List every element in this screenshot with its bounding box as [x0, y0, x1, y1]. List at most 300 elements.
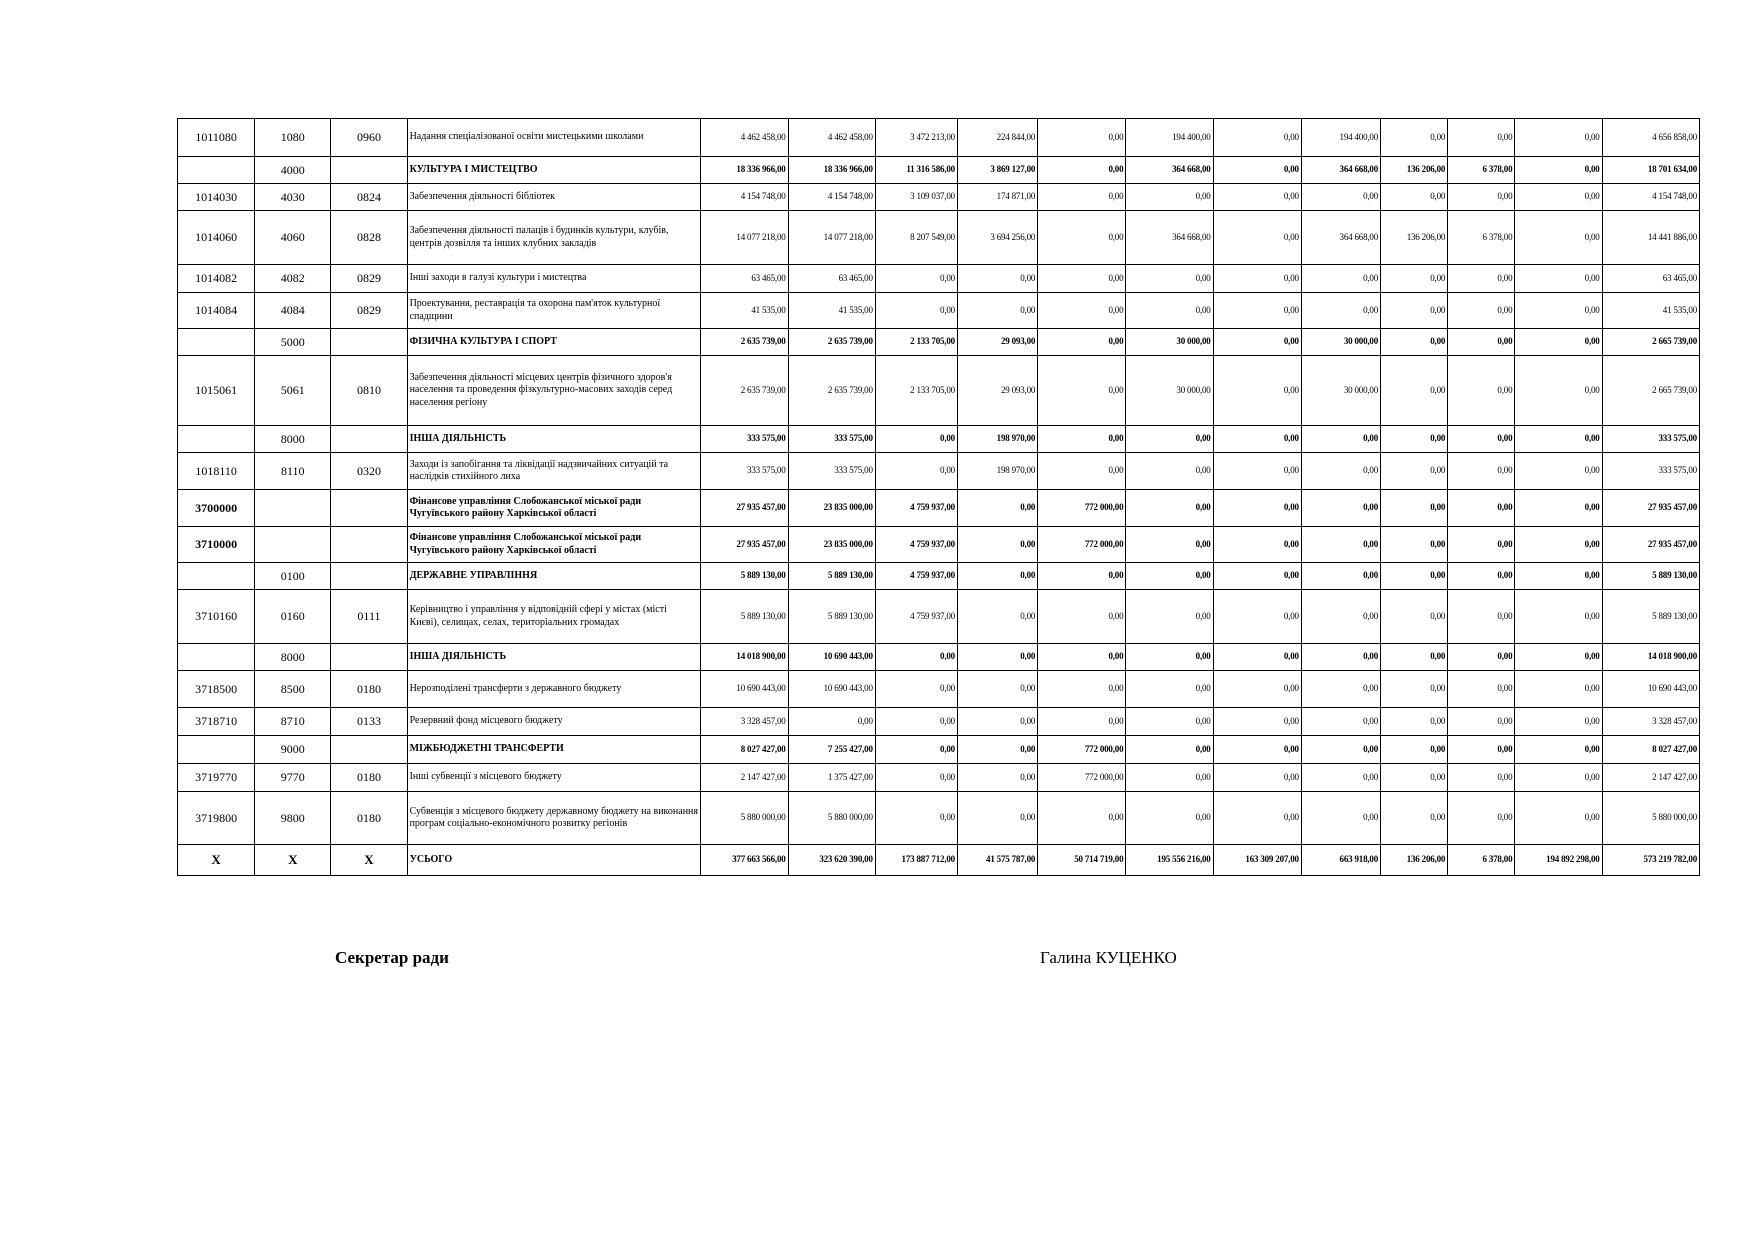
classification-code-cell [331, 426, 407, 453]
amount-cell: 0,00 [1213, 426, 1301, 453]
amount-cell: 0,00 [1515, 792, 1602, 845]
program-name-cell: Резервний фонд місцевого бюджету [407, 708, 701, 736]
amount-cell: 163 309 207,00 [1213, 845, 1301, 876]
amount-cell: 195 556 216,00 [1126, 845, 1213, 876]
amount-cell: 0,00 [1301, 563, 1380, 590]
program-name-cell: ІНША ДІЯЛЬНІСТЬ [407, 644, 701, 671]
classification-code-cell: 0180 [331, 764, 407, 792]
amount-cell: 8 027 427,00 [1602, 736, 1699, 764]
amount-cell: 0,00 [1448, 736, 1515, 764]
classification-code-cell: 0810 [331, 356, 407, 426]
amount-cell: 0,00 [875, 764, 957, 792]
table-row [178, 356, 1700, 426]
program-name-cell: Нерозподілені трансферти з державного бюджету [407, 671, 701, 708]
amount-cell: 0,00 [957, 671, 1037, 708]
amount-cell: 0,00 [1213, 356, 1301, 426]
table-row [178, 490, 1700, 527]
amount-cell: 0,00 [1448, 490, 1515, 527]
amount-cell: 10 690 443,00 [1602, 671, 1699, 708]
table-row [178, 527, 1700, 563]
amount-cell: 0,00 [1038, 329, 1126, 356]
function-code-cell: 5000 [255, 329, 331, 356]
function-code-cell: 0100 [255, 563, 331, 590]
amount-cell: 0,00 [1126, 708, 1213, 736]
amount-cell: 663 918,00 [1301, 845, 1380, 876]
amount-cell: 0,00 [1126, 527, 1213, 563]
amount-cell: 0,00 [875, 644, 957, 671]
amount-cell: 29 093,00 [957, 356, 1037, 426]
amount-cell: 63 465,00 [701, 265, 788, 293]
amount-cell: 0,00 [957, 792, 1037, 845]
amount-cell: 0,00 [1448, 590, 1515, 644]
amount-cell: 0,00 [1213, 527, 1301, 563]
amount-cell: 0,00 [1038, 265, 1126, 293]
amount-cell: 0,00 [875, 708, 957, 736]
amount-cell: 0,00 [957, 764, 1037, 792]
amount-cell: 194 400,00 [1126, 119, 1213, 157]
amount-cell: 0,00 [1301, 736, 1380, 764]
amount-cell: 333 575,00 [701, 426, 788, 453]
amount-cell: 4 759 937,00 [875, 527, 957, 563]
amount-cell: 0,00 [1213, 293, 1301, 329]
amount-cell: 0,00 [1381, 453, 1448, 490]
amount-cell: 0,00 [1515, 293, 1602, 329]
amount-cell: 63 465,00 [1602, 265, 1699, 293]
function-code-cell: 8000 [255, 426, 331, 453]
amount-cell: 0,00 [1213, 329, 1301, 356]
amount-cell: 0,00 [875, 736, 957, 764]
table-row [178, 845, 1700, 876]
amount-cell: 0,00 [1038, 792, 1126, 845]
classification-code-cell: 0180 [331, 792, 407, 845]
amount-cell: 0,00 [1515, 157, 1602, 184]
amount-cell: 0,00 [875, 671, 957, 708]
amount-cell: 0,00 [1301, 453, 1380, 490]
amount-cell: 0,00 [1126, 426, 1213, 453]
function-code-cell: 4082 [255, 265, 331, 293]
amount-cell: 27 935 457,00 [701, 527, 788, 563]
program-name-cell: Керівництво і управління у відповідній сфері у містах (місті Києві), селищах, селах, територіальних громадах [407, 590, 701, 644]
program-code-cell: 3710000 [178, 527, 255, 563]
amount-cell: 30 000,00 [1301, 356, 1380, 426]
classification-code-cell: 0829 [331, 293, 407, 329]
amount-cell: 18 336 966,00 [701, 157, 788, 184]
table-row [178, 590, 1700, 644]
amount-cell: 5 889 130,00 [788, 590, 875, 644]
amount-cell: 0,00 [1448, 356, 1515, 426]
amount-cell: 14 441 886,00 [1602, 211, 1699, 265]
amount-cell: 0,00 [875, 265, 957, 293]
amount-cell: 0,00 [957, 293, 1037, 329]
amount-cell: 0,00 [1126, 792, 1213, 845]
amount-cell: 5 880 000,00 [788, 792, 875, 845]
amount-cell: 2 147 427,00 [701, 764, 788, 792]
amount-cell: 0,00 [1213, 736, 1301, 764]
amount-cell: 0,00 [1301, 293, 1380, 329]
secretary-label: Секретар ради [335, 948, 449, 967]
function-code-cell: 1080 [255, 119, 331, 157]
amount-cell: 0,00 [1381, 671, 1448, 708]
amount-cell: 0,00 [1515, 671, 1602, 708]
amount-cell: 0,00 [1381, 792, 1448, 845]
budget-table [177, 118, 1700, 876]
program-name-cell: Інші субвенції з місцевого бюджету [407, 764, 701, 792]
amount-cell: 0,00 [1448, 644, 1515, 671]
amount-cell: 2 635 739,00 [701, 356, 788, 426]
amount-cell: 0,00 [1448, 563, 1515, 590]
amount-cell: 5 880 000,00 [701, 792, 788, 845]
function-code-cell: 9000 [255, 736, 331, 764]
amount-cell: 333 575,00 [1602, 426, 1699, 453]
classification-code-cell: 0111 [331, 590, 407, 644]
program-name-cell: Забезпечення діяльності бібліотек [407, 184, 701, 211]
amount-cell: 0,00 [1213, 563, 1301, 590]
program-code-cell: 3710160 [178, 590, 255, 644]
function-code-cell: 4000 [255, 157, 331, 184]
amount-cell: 2 133 705,00 [875, 356, 957, 426]
amount-cell: 0,00 [1038, 708, 1126, 736]
amount-cell: 333 575,00 [1602, 453, 1699, 490]
amount-cell: 0,00 [1301, 708, 1380, 736]
amount-cell: 5 889 130,00 [701, 563, 788, 590]
program-name-cell: ІНША ДІЯЛЬНІСТЬ [407, 426, 701, 453]
amount-cell: 0,00 [1038, 563, 1126, 590]
amount-cell: 0,00 [1448, 453, 1515, 490]
program-name-cell: Фінансове управління Слобожанської міської ради Чугуївського району Харківської області [407, 490, 701, 527]
program-code-cell [178, 329, 255, 356]
amount-cell: 0,00 [1126, 293, 1213, 329]
amount-cell: 27 935 457,00 [1602, 527, 1699, 563]
amount-cell: 0,00 [1381, 293, 1448, 329]
amount-cell: 0,00 [1213, 119, 1301, 157]
function-code-cell: 9800 [255, 792, 331, 845]
classification-code-cell: X [331, 845, 407, 876]
amount-cell: 2 665 739,00 [1602, 356, 1699, 426]
amount-cell: 14 077 218,00 [701, 211, 788, 265]
program-code-cell [178, 157, 255, 184]
amount-cell: 0,00 [1038, 590, 1126, 644]
function-code-cell: 4084 [255, 293, 331, 329]
secretary-name: Галина КУЦЕНКО [1040, 948, 1177, 967]
amount-cell: 0,00 [1515, 453, 1602, 490]
program-name-cell: Заходи із запобігання та ліквідації надзвичайних ситуацій та наслідків стихійного лиха [407, 453, 701, 490]
amount-cell: 0,00 [1515, 490, 1602, 527]
program-code-cell: 1018110 [178, 453, 255, 490]
classification-code-cell [331, 490, 407, 527]
table-row [178, 426, 1700, 453]
program-name-cell: КУЛЬТУРА І МИСТЕЦТВО [407, 157, 701, 184]
amount-cell: 4 154 748,00 [788, 184, 875, 211]
amount-cell: 0,00 [875, 453, 957, 490]
function-code-cell: 4060 [255, 211, 331, 265]
function-code-cell [255, 490, 331, 527]
amount-cell: 4 462 458,00 [701, 119, 788, 157]
amount-cell: 30 000,00 [1126, 356, 1213, 426]
table-row [178, 329, 1700, 356]
amount-cell: 0,00 [788, 708, 875, 736]
amount-cell: 14 018 900,00 [1602, 644, 1699, 671]
amount-cell: 333 575,00 [788, 426, 875, 453]
program-name-cell: ДЕРЖАВНЕ УПРАВЛІННЯ [407, 563, 701, 590]
program-code-cell: 3719770 [178, 764, 255, 792]
amount-cell: 0,00 [1515, 426, 1602, 453]
amount-cell: 18 336 966,00 [788, 157, 875, 184]
amount-cell: 0,00 [1126, 736, 1213, 764]
amount-cell: 0,00 [1301, 644, 1380, 671]
amount-cell: 3 109 037,00 [875, 184, 957, 211]
function-code-cell: 5061 [255, 356, 331, 426]
classification-code-cell: 0829 [331, 265, 407, 293]
amount-cell: 6 378,00 [1448, 845, 1515, 876]
amount-cell: 0,00 [1448, 671, 1515, 708]
amount-cell: 224 844,00 [957, 119, 1037, 157]
amount-cell: 0,00 [1301, 265, 1380, 293]
program-name-cell: Фінансове управління Слобожанської міської ради Чугуївського району Харківської області [407, 527, 701, 563]
amount-cell: 27 935 457,00 [1602, 490, 1699, 527]
program-name-cell: МІЖБЮДЖЕТНІ ТРАНСФЕРТИ [407, 736, 701, 764]
amount-cell: 23 835 000,00 [788, 490, 875, 527]
amount-cell: 41 575 787,00 [957, 845, 1037, 876]
amount-cell: 772 000,00 [1038, 527, 1126, 563]
function-code-cell: 8110 [255, 453, 331, 490]
amount-cell: 0,00 [1213, 792, 1301, 845]
amount-cell: 0,00 [1381, 708, 1448, 736]
program-code-cell: 1011080 [178, 119, 255, 157]
classification-code-cell: 0960 [331, 119, 407, 157]
program-name-cell: УСЬОГО [407, 845, 701, 876]
amount-cell: 0,00 [1213, 157, 1301, 184]
amount-cell: 3 694 256,00 [957, 211, 1037, 265]
amount-cell: 0,00 [1213, 184, 1301, 211]
amount-cell: 0,00 [1301, 590, 1380, 644]
amount-cell: 41 535,00 [1602, 293, 1699, 329]
classification-code-cell [331, 329, 407, 356]
amount-cell: 4 656 858,00 [1602, 119, 1699, 157]
amount-cell: 0,00 [1301, 671, 1380, 708]
classification-code-cell: 0133 [331, 708, 407, 736]
program-name-cell: Проектування, реставрація та охорона пам'яток культурної спадщини [407, 293, 701, 329]
amount-cell: 2 635 739,00 [788, 356, 875, 426]
amount-cell: 27 935 457,00 [701, 490, 788, 527]
program-code-cell [178, 426, 255, 453]
amount-cell: 0,00 [1213, 453, 1301, 490]
amount-cell: 0,00 [1381, 764, 1448, 792]
amount-cell: 7 255 427,00 [788, 736, 875, 764]
amount-cell: 0,00 [1126, 590, 1213, 644]
amount-cell: 0,00 [1126, 764, 1213, 792]
amount-cell: 0,00 [1038, 119, 1126, 157]
amount-cell: 3 869 127,00 [957, 157, 1037, 184]
amount-cell: 0,00 [1038, 644, 1126, 671]
amount-cell: 0,00 [1448, 184, 1515, 211]
function-code-cell [255, 527, 331, 563]
table-row [178, 265, 1700, 293]
amount-cell: 0,00 [957, 527, 1037, 563]
amount-cell: 0,00 [1213, 490, 1301, 527]
amount-cell: 2 147 427,00 [1602, 764, 1699, 792]
amount-cell: 0,00 [1515, 265, 1602, 293]
amount-cell: 136 206,00 [1381, 211, 1448, 265]
table-row [178, 211, 1700, 265]
amount-cell: 23 835 000,00 [788, 527, 875, 563]
amount-cell: 0,00 [1213, 265, 1301, 293]
amount-cell: 4 462 458,00 [788, 119, 875, 157]
amount-cell: 0,00 [957, 563, 1037, 590]
amount-cell: 5 889 130,00 [788, 563, 875, 590]
amount-cell: 0,00 [1515, 764, 1602, 792]
amount-cell: 0,00 [1381, 119, 1448, 157]
amount-cell: 0,00 [1448, 764, 1515, 792]
amount-cell: 5 889 130,00 [1602, 563, 1699, 590]
amount-cell: 0,00 [1126, 184, 1213, 211]
program-code-cell: 3718710 [178, 708, 255, 736]
classification-code-cell: 0824 [331, 184, 407, 211]
amount-cell: 136 206,00 [1381, 157, 1448, 184]
amount-cell: 0,00 [1213, 590, 1301, 644]
classification-code-cell: 0180 [331, 671, 407, 708]
amount-cell: 1 375 427,00 [788, 764, 875, 792]
program-code-cell [178, 736, 255, 764]
classification-code-cell [331, 157, 407, 184]
program-code-cell: X [178, 845, 255, 876]
amount-cell: 0,00 [1038, 356, 1126, 426]
amount-cell: 41 535,00 [788, 293, 875, 329]
function-code-cell: 0160 [255, 590, 331, 644]
amount-cell: 0,00 [1515, 736, 1602, 764]
program-name-cell: Забезпечення діяльності палаців i будинків культури, клубів, центрів дозвілля та iнших клубних закладів [407, 211, 701, 265]
amount-cell: 0,00 [1515, 211, 1602, 265]
amount-cell: 0,00 [1381, 184, 1448, 211]
amount-cell: 3 328 457,00 [1602, 708, 1699, 736]
amount-cell: 0,00 [1126, 265, 1213, 293]
amount-cell: 0,00 [1213, 671, 1301, 708]
amount-cell: 5 880 000,00 [1602, 792, 1699, 845]
program-code-cell: 3700000 [178, 490, 255, 527]
amount-cell: 0,00 [1038, 671, 1126, 708]
amount-cell: 194 400,00 [1301, 119, 1380, 157]
amount-cell: 2 665 739,00 [1602, 329, 1699, 356]
amount-cell: 0,00 [1448, 708, 1515, 736]
amount-cell: 0,00 [1126, 644, 1213, 671]
amount-cell: 0,00 [1038, 157, 1126, 184]
program-name-cell: Надання спеціалізованої освіти мистецькими школами [407, 119, 701, 157]
amount-cell: 29 093,00 [957, 329, 1037, 356]
table-row [178, 563, 1700, 590]
amount-cell: 0,00 [1448, 792, 1515, 845]
amount-cell: 364 668,00 [1126, 157, 1213, 184]
amount-cell: 323 620 390,00 [788, 845, 875, 876]
program-code-cell [178, 563, 255, 590]
classification-code-cell: 0320 [331, 453, 407, 490]
table-row [178, 792, 1700, 845]
program-code-cell: 1014084 [178, 293, 255, 329]
amount-cell: 0,00 [1038, 453, 1126, 490]
amount-cell: 364 668,00 [1301, 211, 1380, 265]
amount-cell: 0,00 [1038, 211, 1126, 265]
amount-cell: 364 668,00 [1126, 211, 1213, 265]
amount-cell: 0,00 [1126, 671, 1213, 708]
amount-cell: 5 889 130,00 [1602, 590, 1699, 644]
classification-code-cell [331, 563, 407, 590]
amount-cell: 8 027 427,00 [701, 736, 788, 764]
amount-cell: 0,00 [1381, 265, 1448, 293]
amount-cell: 30 000,00 [1126, 329, 1213, 356]
amount-cell: 0,00 [1448, 329, 1515, 356]
amount-cell: 364 668,00 [1301, 157, 1380, 184]
amount-cell: 0,00 [1381, 527, 1448, 563]
amount-cell: 0,00 [1038, 184, 1126, 211]
amount-cell: 50 714 719,00 [1038, 845, 1126, 876]
amount-cell: 0,00 [1126, 490, 1213, 527]
amount-cell: 41 535,00 [701, 293, 788, 329]
amount-cell: 772 000,00 [1038, 736, 1126, 764]
amount-cell: 0,00 [1301, 426, 1380, 453]
table-row [178, 293, 1700, 329]
amount-cell: 18 701 634,00 [1602, 157, 1699, 184]
amount-cell: 10 690 443,00 [788, 644, 875, 671]
amount-cell: 0,00 [1381, 329, 1448, 356]
function-code-cell: 9770 [255, 764, 331, 792]
table-row [178, 157, 1700, 184]
amount-cell: 377 663 566,00 [701, 845, 788, 876]
program-name-cell: Субвенція з місцевого бюджету державному бюджету на виконання програм соціально-економічного розвитку регіонів [407, 792, 701, 845]
program-name-cell: ФІЗИЧНА КУЛЬТУРА І СПОРТ [407, 329, 701, 356]
amount-cell: 173 887 712,00 [875, 845, 957, 876]
amount-cell: 136 206,00 [1381, 845, 1448, 876]
amount-cell: 8 207 549,00 [875, 211, 957, 265]
amount-cell: 0,00 [1126, 563, 1213, 590]
amount-cell: 4 759 937,00 [875, 490, 957, 527]
amount-cell: 0,00 [1515, 644, 1602, 671]
amount-cell: 11 316 586,00 [875, 157, 957, 184]
amount-cell: 4 759 937,00 [875, 590, 957, 644]
amount-cell: 0,00 [1448, 527, 1515, 563]
amount-cell: 0,00 [1381, 736, 1448, 764]
amount-cell: 0,00 [1515, 708, 1602, 736]
classification-code-cell [331, 736, 407, 764]
table-row [178, 764, 1700, 792]
table-row [178, 644, 1700, 671]
function-code-cell: 8000 [255, 644, 331, 671]
amount-cell: 0,00 [1301, 764, 1380, 792]
amount-cell: 0,00 [875, 426, 957, 453]
table-row [178, 453, 1700, 490]
amount-cell: 0,00 [957, 644, 1037, 671]
amount-cell: 0,00 [1448, 265, 1515, 293]
function-code-cell: 8500 [255, 671, 331, 708]
amount-cell: 194 892 298,00 [1515, 845, 1602, 876]
amount-cell: 4 154 748,00 [1602, 184, 1699, 211]
classification-code-cell [331, 527, 407, 563]
amount-cell: 10 690 443,00 [701, 671, 788, 708]
amount-cell: 0,00 [1381, 644, 1448, 671]
program-code-cell: 3719800 [178, 792, 255, 845]
amount-cell: 0,00 [1448, 426, 1515, 453]
program-name-cell: Інші заходи в галузі культури і мистецтва [407, 265, 701, 293]
amount-cell: 4 759 937,00 [875, 563, 957, 590]
amount-cell: 0,00 [1301, 527, 1380, 563]
amount-cell: 0,00 [1515, 563, 1602, 590]
amount-cell: 0,00 [1381, 563, 1448, 590]
amount-cell: 0,00 [1515, 527, 1602, 563]
classification-code-cell [331, 644, 407, 671]
amount-cell: 174 871,00 [957, 184, 1037, 211]
amount-cell: 333 575,00 [701, 453, 788, 490]
amount-cell: 0,00 [875, 293, 957, 329]
amount-cell: 6 378,00 [1448, 211, 1515, 265]
amount-cell: 0,00 [957, 590, 1037, 644]
amount-cell: 0,00 [1301, 184, 1380, 211]
